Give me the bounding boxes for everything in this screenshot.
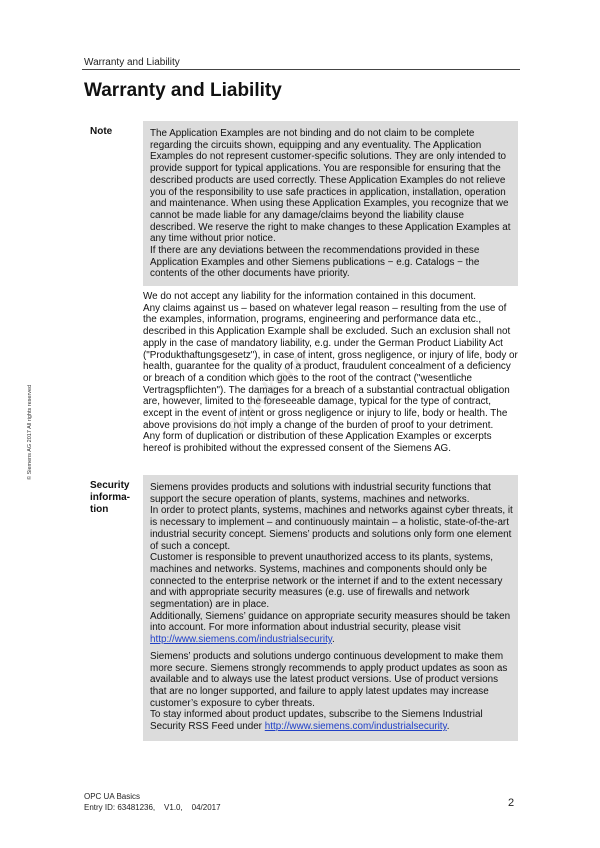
footer-doc-title: OPC UA Basics bbox=[84, 792, 141, 801]
security-paragraph bbox=[150, 709, 513, 732]
note-paragraph: The Application Examples are not binding and do not claim to be complete regarding the circuits shown, equipping and any eventuality. The Application Examples do not represent customer-specific solutions. They are only intended to provide support for typical applications. You are responsible for ensuring that the described products are used correctly. These Application Examples do not relieve you of the responsibility to use safe practices in application, installation, operation and maintenance. When using these Application Examples, you recognize that we cannot be made liable for any damage/claims beyond the liability clause described. We reserve the right to make changes to these Application Examples at any time without prior notice. bbox=[150, 128, 511, 245]
liability-paragraph: Any form of duplication or distribution of these Application Examples or excerpts hereof is prohibited without the expressed consent of the Siemens AG. bbox=[143, 431, 492, 455]
footer bbox=[84, 791, 221, 813]
running-header: Warranty and Liability bbox=[84, 57, 180, 68]
security-label-line: Security bbox=[90, 480, 130, 491]
page-title: Warranty and Liability bbox=[84, 80, 282, 101]
note-paragraph: If there are any deviations between the recommendations provided in these Application Examples and other Siemens publications − e.g. Catalogs − the contents of the other documents have priority. bbox=[150, 245, 480, 280]
security-text bbox=[150, 482, 513, 733]
footer-entry-line: Entry ID: 63481236, V1.0, 04/2017 bbox=[84, 803, 221, 812]
note-text bbox=[150, 128, 512, 280]
period: . bbox=[446, 721, 450, 733]
security-paragraph bbox=[150, 611, 513, 646]
security-paragraph: Siemens’ products and solutions undergo continuous development to make them more secure. Siemens strongly recommends to apply product updates as soon as available and to always use the latest product versions. Use of product versions that are no longer supported, and failure to apply latest updates may increase customer’s exposure to cyber threats. bbox=[150, 650, 508, 709]
security-paragraph: Siemens provides products and solutions with industrial security functions that support the secure operation of plants, systems, machines and networks. bbox=[150, 482, 491, 505]
security-guidance-text: Additionally, Siemens’ guidance on appropriate security measures should be taken into account. For more information about industrial security, please visit bbox=[150, 610, 511, 634]
watermark: gongkong bbox=[220, 344, 313, 438]
industrial-security-link[interactable]: http://www.siemens.com/industrialsecurity bbox=[150, 634, 333, 646]
security-label-line: tion bbox=[90, 504, 109, 515]
side-copyright: © Siemens AG 2017 All rights reserved bbox=[27, 384, 33, 480]
rss-feed-text: To stay informed about product updates, subscribe to the Siemens Industrial Security RSS Feed under bbox=[150, 709, 483, 733]
security-label-line: informa- bbox=[90, 492, 130, 503]
page-number: 2 bbox=[508, 797, 515, 809]
liability-text bbox=[143, 291, 519, 455]
note-label: Note bbox=[90, 126, 113, 137]
liability-paragraph: We do not accept any liability for the information contained in this document. bbox=[143, 291, 477, 302]
industrial-security-rss-link[interactable]: http://www.siemens.com/industrialsecurity bbox=[264, 721, 447, 733]
liability-paragraph: Any claims against us – based on whatever legal reason – resulting from the use of the examples, information, programs, engineering and performance data etc., described in this Application Example shall be excluded. Such an exclusion shall not apply in the case of mandatory liability, e.g. under the German Product Liability Act ("Produkthaftungsgesetz"), in case of intent, gross negligence, or injury of life, body or health, guarantee for the quality of a product, fraudulent concealment of a deficiency or breach of a condition which goes to the root of the contract ("wesentliche Vertragspflichten"). The damages for a breach of a substantial contractual obligation are, however, limited to the foreseeable damage, typical for the type of contract, except in the event of intent or gross negligence or injury to life, body or health. The above provisions do not imply a change of the burden of proof to your detriment. bbox=[143, 302, 518, 431]
security-paragraph: Customer is responsible to prevent unauthorized access to its plants, systems, machines and networks. Systems, machines and components should only be connected to the enterprise network or the internet if and to the extent necessary and with appropriate security measures (e.g. use of firewalls and network segmentation) are in place. bbox=[150, 552, 503, 611]
header-rule bbox=[82, 69, 520, 70]
period: . bbox=[332, 634, 335, 646]
security-label bbox=[90, 480, 130, 516]
security-paragraph: In order to protect plants, systems, machines and networks against cyber threats, it is necessary to implement – and continuously maintain – a holistic, state-of-the-art industrial security concept. Siemens’ products and solutions only form one element of such a concept. bbox=[150, 505, 513, 552]
